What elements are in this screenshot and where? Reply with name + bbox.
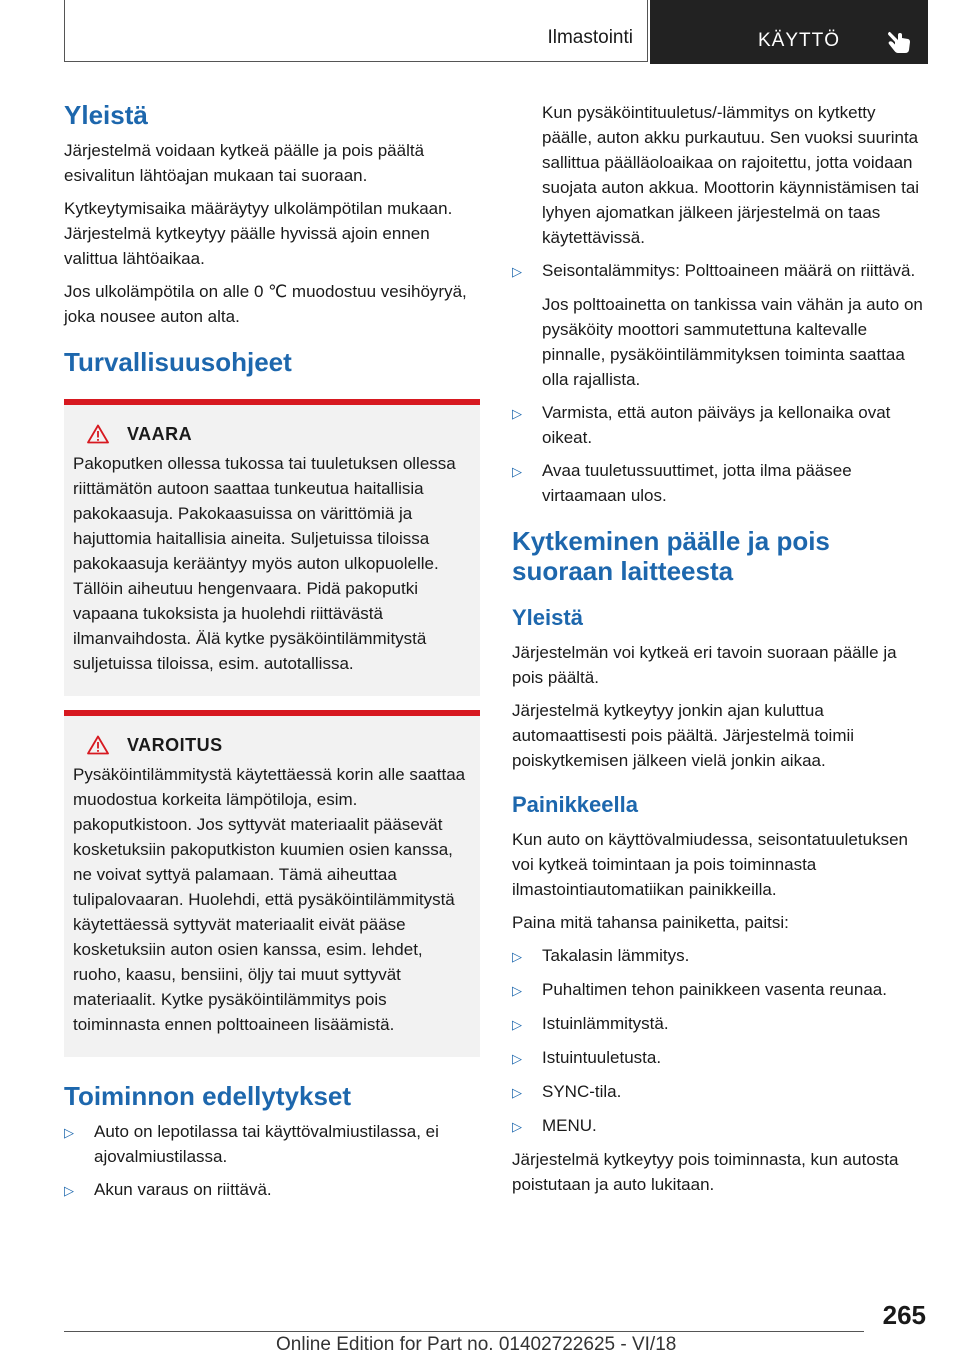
paragraph: Paina mitä tahansa painiketta, paitsi:	[512, 913, 789, 932]
paragraph: Järjestelmä voidaan kytkeä päälle ja pois päältä esivalitun lähtöajan mukaan tai suoraan.	[64, 141, 425, 185]
paragraph: Kytkeytymisaika määräytyy ulkolämpötilan mukaan. Järjestelmä kytkeytyy päälle hyvissä ajoin ennen valittua lähtöaikaa.	[64, 199, 453, 268]
triangle-bullet-icon: ▷	[512, 1051, 522, 1066]
page-header	[64, 0, 928, 64]
triangle-bullet-icon: ▷	[512, 983, 522, 998]
list-item: ▷ Akun varaus on riittävä.	[64, 1177, 480, 1203]
heading-kytkeminen: Kytkeminen päälle ja pois suoraan laitteesta	[512, 526, 830, 586]
list-item: ▷ Auto on lepotilassa tai käyttövalmiustilassa, ei ajovalmiustilassa.	[64, 1119, 480, 1169]
chapter-title: KÄYTTÖ	[758, 30, 841, 51]
footer-divider	[64, 1331, 864, 1332]
paragraph: Kun auto on käyttövalmiudessa, seisontatuuletuksen voi kytkeä toimintaan ja pois toiminnasta ilmastointiautomatiikan painikkeilla.	[512, 830, 908, 899]
triangle-bullet-icon: ▷	[512, 406, 522, 421]
list-item: ▷ Varmista, että auton päiväys ja kellonaika ovat oikeat.	[512, 400, 928, 450]
danger-box	[64, 399, 480, 696]
triangle-bullet-icon: ▷	[512, 1085, 522, 1100]
list-item: ▷ Istuinlämmitystä.	[512, 1011, 928, 1037]
warning-triangle-icon	[87, 735, 109, 755]
danger-title: VAARA	[127, 423, 193, 444]
right-column	[512, 100, 928, 1197]
paragraph: Järjestelmä kytkeytyy pois toiminnasta, kun autosta poistutaan ja auto lukitaan.	[512, 1150, 899, 1194]
section-tab	[64, 0, 648, 62]
heading-yleista: Yleistä	[64, 100, 148, 130]
list-item: ▷ Istuintuuletusta.	[512, 1045, 928, 1071]
hand-pointer-icon	[886, 26, 912, 54]
list-item: ▷ Seisontalämmitys: Polttoaineen määrä on riittävä.	[512, 258, 928, 284]
triangle-bullet-icon: ▷	[512, 949, 522, 964]
paragraph: Järjestelmä kytkeytyy jonkin ajan kuluttua automaattisesti pois päältä. Järjestelmä toimii poiskytkemisen jälkeen vielä jonkin aikaa.	[512, 701, 855, 770]
list-item: ▷ Puhaltimen tehon painikkeen vasenta reunaa.	[512, 977, 928, 1003]
heading-painikkeella: Painikkeella	[512, 792, 638, 817]
list-item: ▷ SYNC-tila.	[512, 1079, 928, 1105]
warning-title: VAROITUS	[127, 734, 223, 755]
heading-turvallisuusohjeet: Turvallisuusohjeet	[64, 347, 292, 377]
chapter-tab	[650, 0, 928, 64]
footer-edition: Online Edition for Part no. 01402722625 - VI/18	[276, 1334, 677, 1355]
section-title: Ilmastointi	[547, 27, 633, 48]
warning-triangle-icon	[87, 424, 109, 444]
paragraph: Jos ulkolämpötila on alle 0 ℃ muodostuu vesihöyryä, joka nousee auton alta.	[64, 282, 467, 326]
paragraph: Kun pysäköintituuletus/-lämmitys on kytketty päälle, auton akku purkautuu. Sen vuoksi suurinta sallittua päälläoloaikaa on rajoitettu, jotta voidaan suojata auton akkua. Moottorin käynnistämisen tai lyhyen ajomatkan jälkeen järjestelmä on taas käytettävissä.	[542, 103, 920, 247]
danger-text: Pakoputken ollessa tukossa tai tuuletuksen ollessa riittämätön autoon saattaa tunkeutua haitallisia pakokaasuja. Pakokaasuissa on värittömiä ja hajuttomia haitallisia aineita. Suljetuissa tiloissa pakokaasuja kerääntyy myös auton ulkopuolelle. Tällöin aiheutuu hengenvaara. Pidä pakoputki vapaana tukoksista ja huolehdi riittävästä ilmanvaihdosta. Älä kytke pysäköintilämmitystä suljetuissa tiloissa, esim. autotallissa.	[73, 454, 456, 673]
page-number: 265	[882, 1300, 926, 1330]
triangle-bullet-icon: ▷	[512, 264, 522, 279]
warning-box	[64, 710, 480, 1057]
triangle-bullet-icon: ▷	[512, 464, 522, 479]
paragraph: Jos polttoainetta on tankissa vain vähän ja auto on pysäköity moottori sammutettuna kaltevalle pinnalle, pysäköintilämmityksen toiminta saattaa olla rajallista.	[542, 295, 923, 389]
triangle-bullet-icon: ▷	[512, 1017, 522, 1032]
paragraph: Järjestelmän voi kytkeä eri tavoin suoraan päälle ja pois päältä.	[512, 643, 897, 687]
list-item: ▷ MENU.	[512, 1113, 928, 1139]
left-column	[64, 100, 480, 1203]
triangle-bullet-icon: ▷	[64, 1125, 74, 1140]
triangle-bullet-icon: ▷	[512, 1119, 522, 1134]
heading-yleista-2: Yleistä	[512, 605, 583, 630]
triangle-bullet-icon: ▷	[64, 1183, 74, 1198]
heading-toiminnon-edellytykset: Toiminnon edellytykset	[64, 1081, 352, 1111]
list-item: ▷ Takalasin lämmitys.	[512, 943, 928, 969]
warning-text: Pysäköintilämmitystä käytettäessä korin alle saattaa muodostua korkeita lämpötiloja, esim. pakoputkistoon. Jos syttyvät materiaalit pääsevät kosketuksiin pakoputkiston kuumien osien kanssa, ne voivat syttyä palamaan. Tämä aiheuttaa tulipalovaaran. Huolehdi, että pysäköintilämmitystä käytettäessä syttyvät materiaalit eivät pääse kosketuksiin auton osien kanssa, esim. lehdet, ruoho, kaasu, bensiini, öljy tai muut syttyvät materiaalit. Kytke pysäköintilämmitys pois toiminnasta ennen polttoaineen lisäämistä.	[73, 765, 466, 1034]
list-item: ▷ Avaa tuuletussuuttimet, jotta ilma pääsee virtaamaan ulos.	[512, 458, 928, 508]
